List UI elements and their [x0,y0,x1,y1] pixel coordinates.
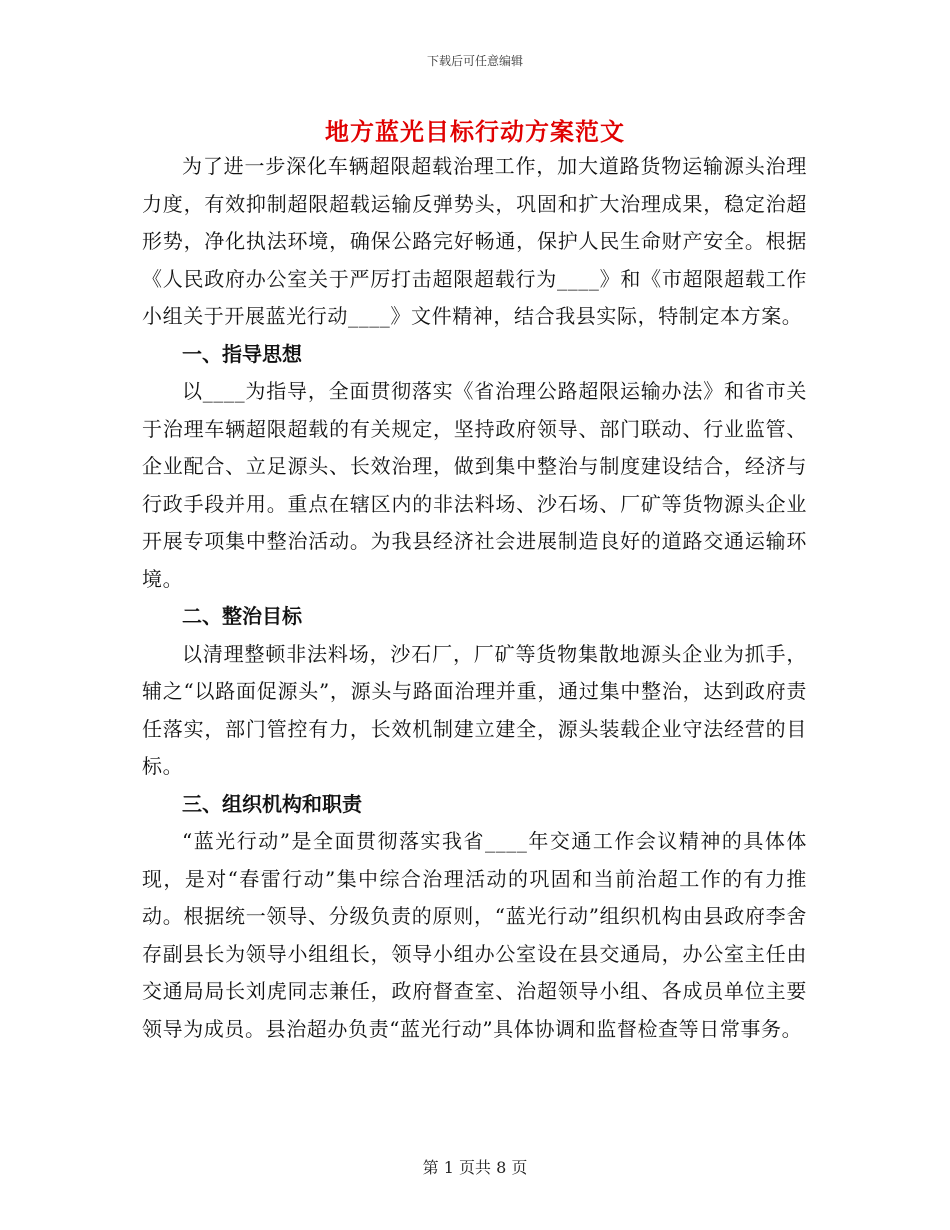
section-heading-goals: 二、整治目标 [182,604,302,628]
section-paragraph-guiding-thought: 以____为指导，全面贯彻落实《省治理公路超限运输办法》和省市关于治理车辆超限超载的有关规定，坚持政府领导、部门联动、行业监管、企业配合、立足源头、长效治理，做到集中整治与制度建设结合，经济与行政手段并用。重点在辖区内的非法料场、沙石场、厂矿等货物源头企业开展专项集中整治活动。为我县经济社会进展制造良好的道路交通运输环境。 [142,379,807,591]
page-number: 第 1 页共 8 页 [422,1158,528,1177]
document-body [142,148,807,1048]
section-heading-organization: 三、组织机构和职责 [182,791,362,816]
page-header-note: 下载后可任意编辑 [426,54,523,68]
document-title: 地方蓝光目标行动方案范文 [325,117,625,146]
section-paragraph-organization: “蓝光行动”是全面贯彻落实我省____年交通工作会议精神的具体体现，是对“春雷行动”集中综合治理活动的巩固和当前治超工作的有力推动。根据统一领导、分级负责的原则，“蓝光行动”组织机构由县政府李舍存副县长为领导小组组长，领导小组办公室设在县交通局，办公室主任由交通局局长刘虎同志兼任，政府督查室、治超领导小组、各成员单位主要领导为成员。县治超办负责“蓝光行动”具体协调和监督检查等日常事务。 [142,829,807,1041]
section-paragraph-goals: 以清理整顿非法料场，沙石厂，厂矿等货物集散地源头企业为抓手，辅之“以路面促源头”，源头与路面治理并重，通过集中整治，达到政府责任落实，部门管控有力，长效机制建立建全，源头装载企业守法经营的目标。 [142,641,807,778]
intro-paragraph: 为了进一步深化车辆超限超载治理工作，加大道路货物运输源头治理力度，有效抑制超限超载运输反弹势头，巩固和扩大治理成果，稳定治超形势，净化执法环境，确保公路完好畅通，保护人民生命财产安全。根据《人民政府办公室关于严厉打击超限超载行为____》和《市超限超载工作小组关于开展蓝光行动____》文件精神，结合我县实际，特制定本方案。 [142,154,807,328]
section-heading-guiding-thought: 一、指导思想 [182,341,302,366]
